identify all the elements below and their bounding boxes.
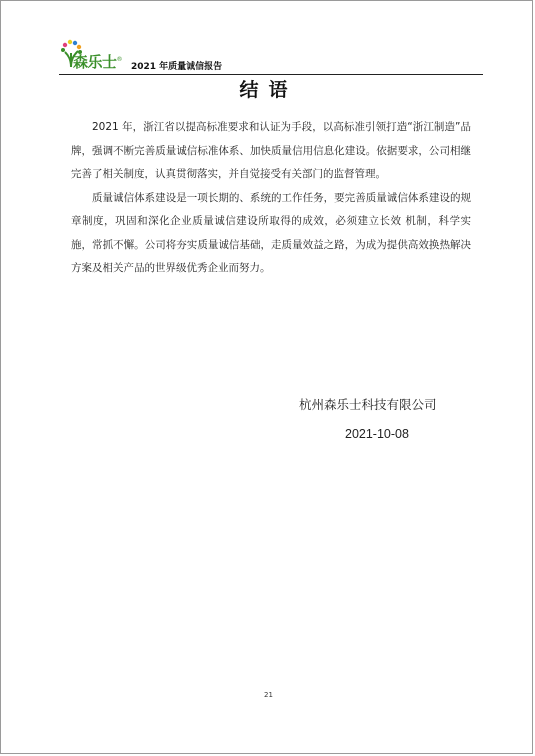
section-title: 结语 <box>239 79 298 101</box>
logo-text: 森乐士 <box>73 53 117 71</box>
report-title: 2021 年质量诚信报告 <box>131 62 223 72</box>
logo-wordmark <box>73 51 122 72</box>
company-logo <box>59 39 129 73</box>
signature-company: 杭州森乐士科技有限公司 <box>299 397 437 412</box>
registered-mark: ® <box>116 56 123 63</box>
page-header <box>59 39 483 75</box>
body-text <box>71 116 471 281</box>
paragraph-1: 2021 年，浙江省以提高标准要求和认证为手段，以高标准引领打造“浙江制造”品牌，强调不断完善质量诚信标准体系、加快质量信用信息化建设。依据要求，公司相继完善了相关制度，认真贯彻落实，并自觉接受有关部门的监督管理。 <box>71 121 471 180</box>
signature-date: 2021-10-08 <box>345 427 409 441</box>
paragraph-2: 质量诚信体系建设是一项长期的、系统的工作任务，要完善质量诚信体系建设的规章制度，巩固和深化企业质量诚信建设所取得的成效，必须建立长效 机制，科学实施，常抓不懈。公司将夯实质量诚信基础，走质量效益之路，为成为提供高效换热解决方案及相关产品的世界级优秀企业而努力。 <box>71 191 471 274</box>
page-number: 21 <box>264 691 273 699</box>
